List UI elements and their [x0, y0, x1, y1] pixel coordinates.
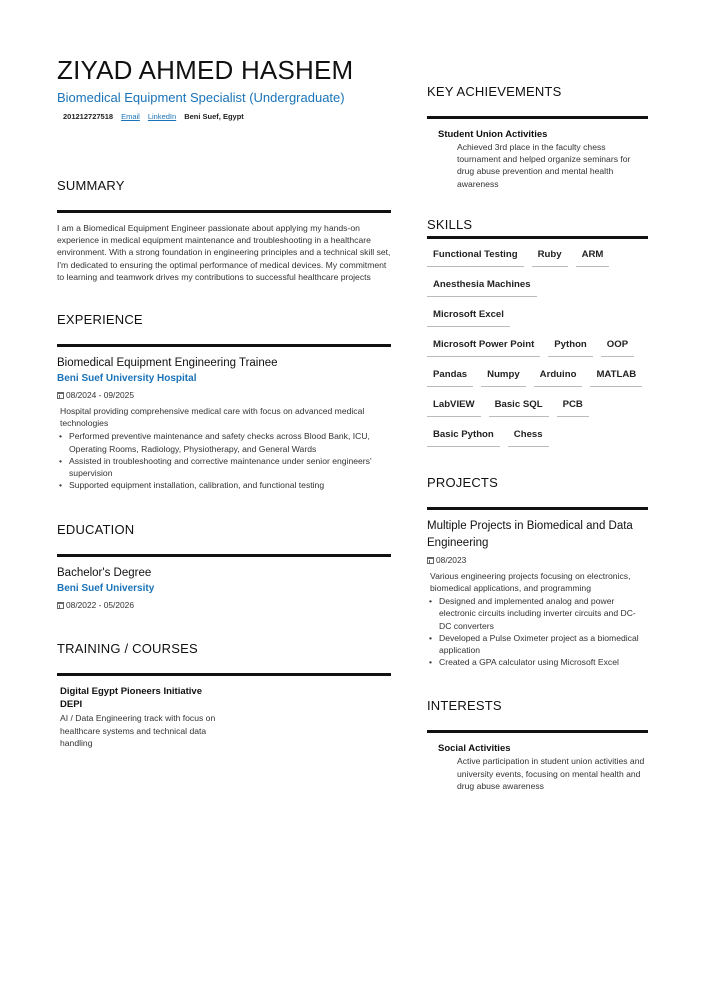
skill-tag: OOP	[601, 337, 634, 357]
bullet-item: • Assisted in troubleshooting and corrective maintenance under senior engineers' supervision	[57, 455, 391, 479]
summary-text: I am a Biomedical Equipment Engineer passionate about applying my hands-on experience in medical equipment maintenance and troubleshooting in a healthcare environment. With a strong foundation in engineering principles and a technical skill set, I'm dedicated to ensuring the optimal performance of medical devices. My commitment to learning and teamwork drives my contributions to successful healthcare projects	[57, 223, 391, 282]
section-divider	[427, 116, 648, 119]
section-divider	[427, 507, 648, 510]
skill-tag: Basic Python	[427, 427, 500, 447]
achievement-description: Achieved 3rd place in the faculty chess tournament and helped organize seminars for drug abuse prevention and mental health awareness	[457, 142, 631, 189]
section-title: PROJECTS	[427, 474, 498, 490]
section-divider	[57, 344, 391, 347]
section-title: SUMMARY	[57, 178, 125, 193]
skill-tag: LabVIEW	[427, 397, 481, 417]
email-link[interactable]: Email	[121, 112, 140, 121]
project-name: Multiple Projects in Biomedical and Data Engineering	[427, 519, 633, 549]
education-section	[57, 522, 391, 611]
skill-tag: Numpy	[481, 367, 526, 387]
summary-section	[57, 178, 391, 283]
skills-list	[427, 247, 648, 447]
skill-tag: MATLAB	[590, 367, 642, 387]
candidate-role: Biomedical Equipment Specialist (Undergraduate)	[57, 90, 345, 105]
skill-tag: Python	[548, 337, 593, 357]
achievement-name: Student Union Activities	[438, 129, 548, 140]
job-title: Biomedical Equipment Engineering Trainee	[57, 357, 278, 370]
date-range	[57, 600, 391, 611]
location: Beni Suef, Egypt	[184, 112, 244, 121]
left-column	[57, 55, 391, 749]
date-range	[57, 390, 391, 401]
skill-tag: Functional Testing	[427, 247, 524, 267]
achievements-section	[427, 84, 648, 190]
bullet-item: • Created a GPA calculator using Microsoft Excel	[427, 656, 648, 668]
projects-section	[427, 475, 648, 669]
section-title: INTERESTS	[427, 698, 502, 714]
linkedin-link[interactable]: LinkedIn	[147, 112, 177, 121]
experience-item	[57, 356, 391, 491]
job-description: Hospital providing comprehensive medical care with focus on advanced medical technologies	[60, 406, 365, 429]
section-divider	[57, 673, 391, 676]
skill-tag: ARM	[576, 247, 610, 267]
education-item	[57, 566, 391, 611]
section-divider	[427, 236, 648, 239]
skill-tag: Chess	[508, 427, 549, 447]
skill-tag: PCB	[557, 397, 589, 417]
section-title: SKILLS	[427, 216, 473, 232]
job-bullets	[57, 430, 391, 491]
date-range	[427, 555, 648, 566]
calendar-icon	[57, 602, 64, 609]
section-title: KEY ACHIEVEMENTS	[427, 84, 562, 99]
bullet-item: • Designed and implemented analog and power electronic circuits including inverter circuits and DC-DC converters	[427, 595, 648, 632]
interest-name: Social Activities	[438, 743, 511, 755]
date-text: 08/2023	[436, 554, 467, 565]
project-bullets	[427, 595, 648, 668]
training-name: Digital Egypt Pioneers Initiative	[60, 686, 203, 698]
header	[57, 55, 391, 122]
skill-tag: Anesthesia Machines	[427, 277, 537, 297]
section-title: EXPERIENCE	[57, 312, 143, 328]
section-title: TRAINING / COURSES	[57, 641, 198, 657]
skill-tag: Ruby	[532, 247, 568, 267]
skill-tag: Pandas	[427, 367, 473, 387]
achievement-item	[427, 128, 648, 190]
skill-tag: Microsoft Power Point	[427, 337, 540, 357]
employer: Beni Suef University Hospital	[57, 373, 197, 385]
calendar-icon	[57, 392, 64, 399]
training-short-name: DEPI	[60, 699, 83, 711]
bullet-item: • Supported equipment installation, calibration, and functional testing	[57, 479, 391, 491]
training-item	[57, 685, 227, 749]
project-item	[427, 518, 648, 669]
candidate-name: ZIYAD AHMED HASHEM	[57, 55, 354, 85]
right-column	[427, 84, 648, 792]
section-divider	[57, 210, 391, 213]
skill-tag: Microsoft Excel	[427, 307, 510, 327]
contact-line	[57, 112, 391, 122]
section-title: EDUCATION	[57, 522, 135, 538]
date-text: 08/2022 - 05/2026	[66, 600, 134, 611]
date-text: 08/2024 - 09/2025	[66, 390, 134, 401]
experience-section	[57, 312, 391, 491]
skill-tag: Basic SQL	[489, 397, 549, 417]
training-section	[57, 641, 391, 749]
section-divider	[57, 554, 391, 557]
section-divider	[427, 730, 648, 733]
interest-description: Active participation in student union activities and university events, focusing on mental health and drug abuse awareness	[457, 756, 645, 791]
calendar-icon	[427, 557, 434, 564]
school: Beni Suef University	[57, 583, 155, 595]
project-description: Various engineering projects focusing on electronics, biomedical applications, and programming	[430, 570, 631, 594]
bullet-item: • Developed a Pulse Oximeter project as a biomedical application	[427, 632, 648, 656]
skills-section	[427, 217, 648, 447]
skill-tag: Arduino	[534, 367, 583, 387]
phone-number: 201212727518	[63, 112, 114, 121]
degree: Bachelor's Degree	[57, 567, 152, 580]
training-description: AI / Data Engineering track with focus on healthcare systems and technical data handling	[60, 713, 216, 748]
interests-section	[427, 698, 648, 792]
bullet-item: • Performed preventive maintenance and safety checks across Blood Bank, ICU, Operating Rooms, Radiology, Physiotherapy, and General Wards	[57, 430, 391, 454]
interest-item	[427, 742, 648, 792]
